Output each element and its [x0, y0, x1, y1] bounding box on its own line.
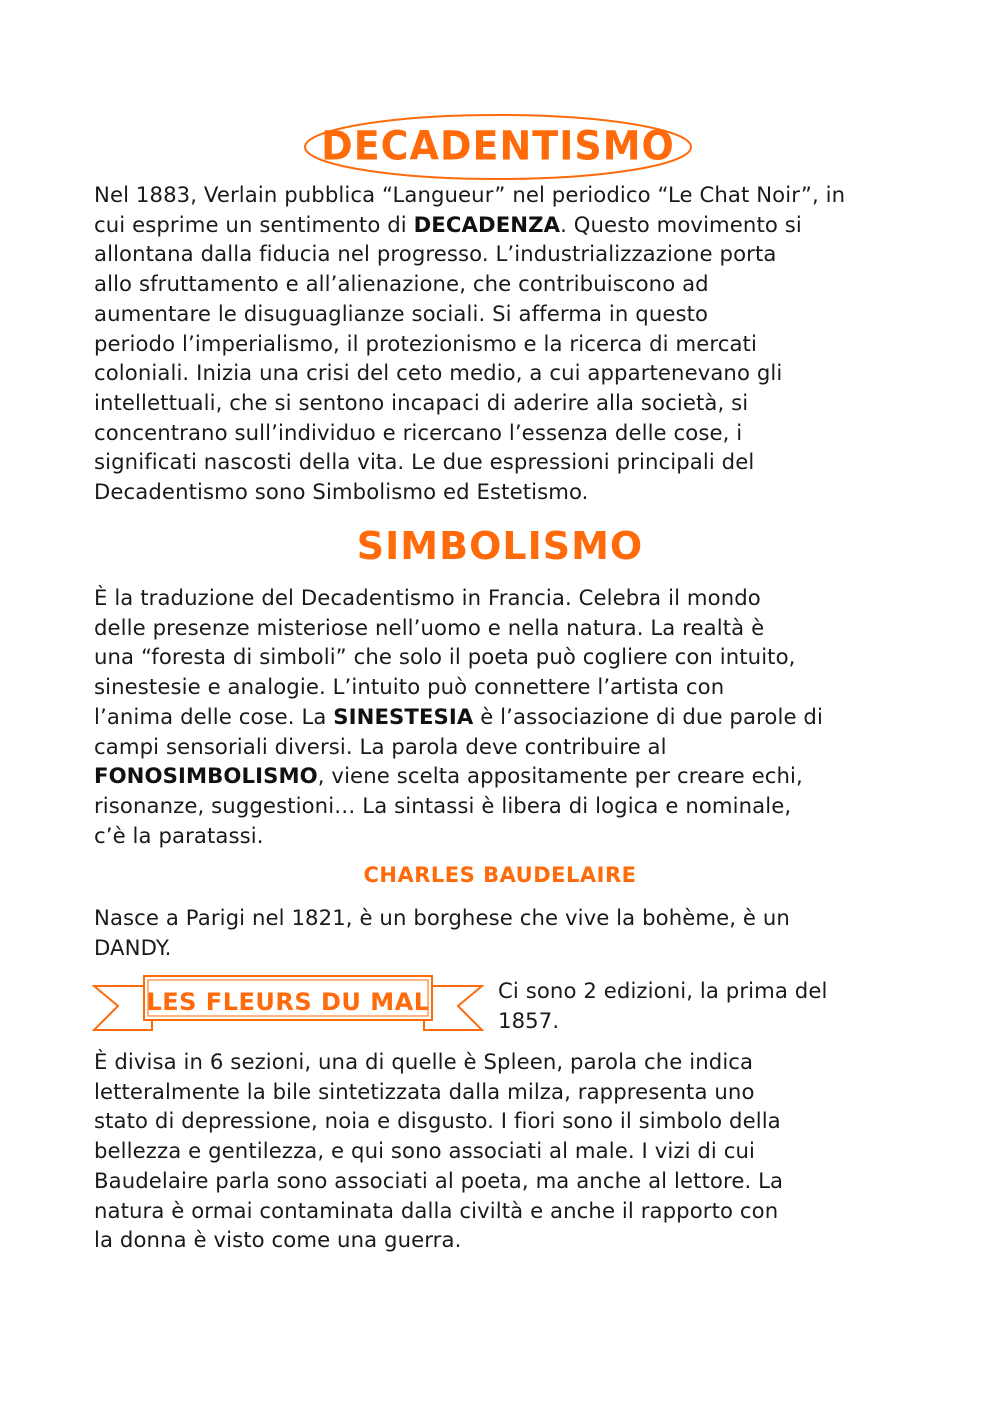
- text-line: allo sfruttamento e all’alienazione, che contribuiscono ad: [94, 271, 709, 297]
- text-line: periodo l’imperialismo, il protezionismo e la ricerca di mercati: [94, 330, 757, 356]
- fleurs-editions-note: [498, 976, 918, 1035]
- bold-term: SINESTESIA: [333, 703, 474, 729]
- text-line: allontana dalla fiducia nel progresso. L’industrializzazione porta: [94, 241, 777, 267]
- intro-paragraph: [94, 180, 914, 507]
- text-line: È la traduzione del Decadentismo in Francia. Celebra il mondo: [94, 585, 761, 610]
- page-title: DECADENTISMO: [321, 122, 675, 170]
- text-line: bellezza e gentilezza, e qui sono associati al male. I vizi di cui: [94, 1138, 756, 1164]
- text-line: significati nascosti della vita. Le due espressioni principali del: [94, 449, 755, 475]
- text-line: sinestesie e analogie. L’intuito può connettere l’artista con: [94, 674, 725, 700]
- text-line: una “foresta di simboli” che solo il poeta può cogliere con intuito,: [94, 644, 796, 670]
- text-line: Baudelaire parla sono associati al poeta, ma anche al lettore. La: [94, 1167, 784, 1193]
- text-line: concentrano sull’individuo e ricercano l’essenza delle cose, i: [94, 419, 743, 445]
- bold-term: FONOSIMBOLISMO: [94, 763, 318, 789]
- text-line: cui esprime un sentimento di DECADENZA. Questo movimento si: [94, 211, 802, 237]
- text-line: delle presenze misteriose nell’uomo e nella natura. La realtà è: [94, 614, 765, 640]
- text-line: l’anima delle cose. La SINESTESIA è l’associazione di due parole di: [94, 703, 823, 729]
- text-line: campi sensoriali diversi. La parola deve contribuire al: [94, 733, 667, 759]
- text-line: DANDY.: [94, 934, 172, 960]
- text-line: stato di depressione, noia e disgusto. I fiori sono il simbolo della: [94, 1108, 781, 1134]
- text-line: la donna è visto come una guerra.: [94, 1227, 462, 1253]
- baudelaire-paragraph: [94, 903, 914, 962]
- title-badge: [302, 112, 694, 182]
- text-line: È divisa in 6 sezioni, una di quelle è Spleen, parola che indica: [94, 1049, 754, 1074]
- text-line: risonanze, suggestioni… La sintassi è libera di logica e nominale,: [94, 792, 792, 818]
- text-line: letteralmente la bile sintetizzata dalla milza, rappresenta uno: [94, 1078, 755, 1104]
- banner-title: LES FLEURS DU MAL: [146, 988, 430, 1016]
- text-line: Nel 1883, Verlain pubblica “Langueur” nel periodico “Le Chat Noir”, in: [94, 182, 846, 207]
- fleurs-du-mal-banner: [92, 972, 484, 1036]
- text-line: aumentare le disuguaglianze sociali. Si afferma in questo: [94, 300, 709, 326]
- subheading-charles-baudelaire: CHARLES BAUDELAIRE: [363, 863, 637, 887]
- simbolismo-paragraph: [94, 583, 914, 850]
- bold-term: DECADENZA: [413, 211, 561, 237]
- fleurs-paragraph: [94, 1047, 914, 1255]
- text-line: Decadentismo sono Simbolismo ed Estetismo.: [94, 479, 589, 505]
- text-line: 1857.: [498, 1007, 560, 1033]
- text-line: c’è la paratassi.: [94, 822, 264, 848]
- text-line: Ci sono 2 edizioni, la prima del: [498, 978, 828, 1003]
- text-line: coloniali. Inizia una crisi del ceto medio, a cui appartenevano gli: [94, 360, 783, 386]
- text-line: intellettuali, che si sentono incapaci di aderire alla società, si: [94, 389, 749, 415]
- text-line: Nasce a Parigi nel 1821, è un borghese che vive la bohème, è un: [94, 905, 790, 930]
- text-line: FONOSIMBOLISMO, viene scelta appositamente per creare echi,: [94, 763, 803, 789]
- text-line: natura è ormai contaminata dalla civiltà e anche il rapporto con: [94, 1197, 779, 1223]
- section-heading-simbolismo: SIMBOLISMO: [356, 524, 644, 568]
